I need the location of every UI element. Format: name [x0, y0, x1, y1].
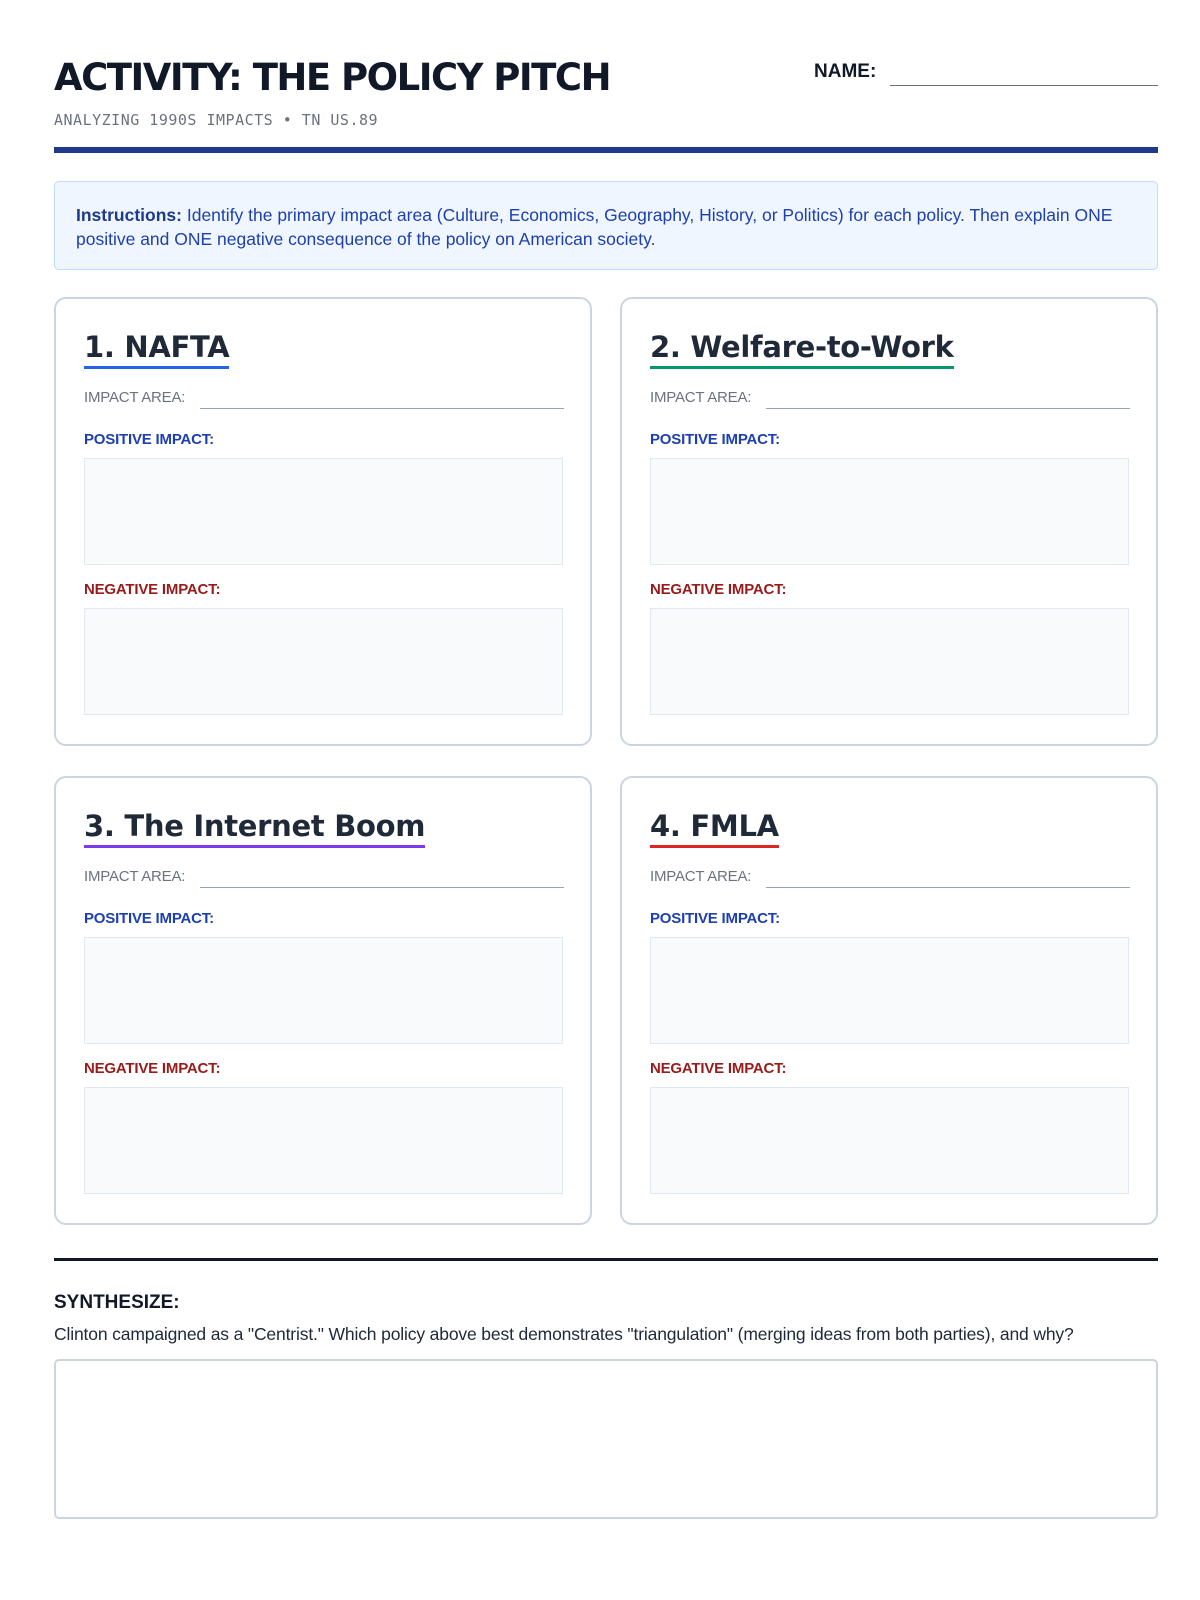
positive-impact-label: POSITIVE IMPACT: — [650, 431, 780, 448]
positive-impact-label: POSITIVE IMPACT: — [650, 910, 780, 927]
positive-impact-label: POSITIVE IMPACT: — [84, 910, 214, 927]
page-subtitle: ANALYZING 1990S IMPACTS • TN US.89 — [54, 111, 379, 129]
impact-area-input-line[interactable] — [766, 887, 1130, 888]
impact-area-label: IMPACT AREA: — [84, 389, 186, 406]
instructions-text: Identify the primary impact area (Culture, Economics, Geography, History, or Politics) for each policy. Then explain ONE positive and ONE negative consequence of the policy on American society. — [76, 205, 1113, 249]
synthesize-label: SYNTHESIZE: — [54, 1292, 180, 1313]
negative-impact-answer-box[interactable] — [84, 1087, 563, 1194]
name-label: NAME: — [814, 61, 877, 82]
negative-impact-answer-box[interactable] — [650, 608, 1129, 715]
instructions-lead: Instructions: — [76, 205, 182, 225]
policy-card-internet-boom — [54, 776, 592, 1225]
impact-area-input-line[interactable] — [200, 887, 564, 888]
negative-impact-label: NEGATIVE IMPACT: — [650, 581, 787, 598]
header-divider — [54, 147, 1158, 153]
name-input-line[interactable] — [890, 85, 1158, 86]
negative-impact-label: NEGATIVE IMPACT: — [84, 581, 221, 598]
policy-card-welfare-to-work — [620, 297, 1158, 746]
positive-impact-label: POSITIVE IMPACT: — [84, 431, 214, 448]
positive-impact-answer-box[interactable] — [650, 458, 1129, 565]
synthesize-divider — [54, 1258, 1158, 1261]
policy-title: 2. Welfare-to-Work — [650, 330, 954, 369]
impact-area-input-line[interactable] — [766, 408, 1130, 409]
policy-card-nafta — [54, 297, 592, 746]
impact-area-input-line[interactable] — [200, 408, 564, 409]
policy-title: 1. NAFTA — [84, 330, 229, 369]
negative-impact-label: NEGATIVE IMPACT: — [650, 1060, 787, 1077]
synthesize-question: Clinton campaigned as a "Centrist." Which policy above best demonstrates "triangulation" (merging ideas from both parties), and why? — [54, 1324, 1074, 1344]
negative-impact-answer-box[interactable] — [650, 1087, 1129, 1194]
impact-area-label: IMPACT AREA: — [650, 868, 752, 885]
policy-card-fmla — [620, 776, 1158, 1225]
positive-impact-answer-box[interactable] — [84, 937, 563, 1044]
policy-title: 4. FMLA — [650, 809, 779, 848]
policy-title: 3. The Internet Boom — [84, 809, 425, 848]
negative-impact-label: NEGATIVE IMPACT: — [84, 1060, 221, 1077]
positive-impact-answer-box[interactable] — [650, 937, 1129, 1044]
page-title: ACTIVITY: THE POLICY PITCH — [54, 56, 611, 99]
synthesize-answer-box[interactable] — [54, 1359, 1158, 1519]
instructions-box — [54, 181, 1158, 270]
impact-area-label: IMPACT AREA: — [650, 389, 752, 406]
negative-impact-answer-box[interactable] — [84, 608, 563, 715]
impact-area-label: IMPACT AREA: — [84, 868, 186, 885]
positive-impact-answer-box[interactable] — [84, 458, 563, 565]
